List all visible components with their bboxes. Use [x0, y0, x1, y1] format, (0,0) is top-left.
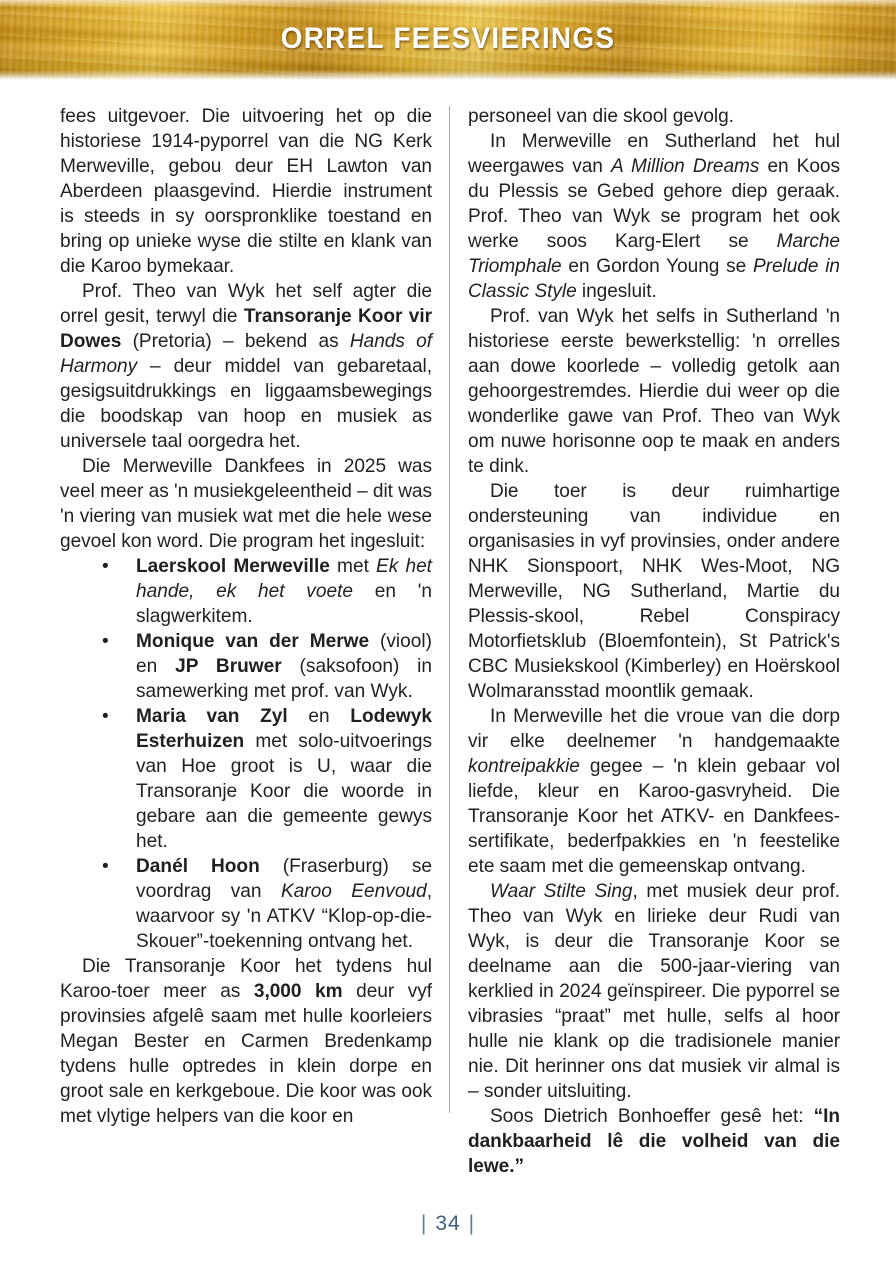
page-number: 34 [435, 1212, 461, 1235]
paragraph-right-4 [468, 479, 840, 704]
text-run: , waarvoor sy 'n ATKV “Klop-op-die-Skouer”-toekenning ontvang het. [136, 881, 432, 952]
program-list [60, 554, 432, 954]
paragraph-right-6 [468, 879, 840, 1104]
italic-run: Marche Triomphale [468, 231, 840, 277]
bold-run: Laerskool Merweville [136, 556, 330, 577]
text-run: (Fraserburg) se voordrag van [136, 856, 432, 902]
text-run: (viool) en [136, 631, 432, 677]
paragraph-right-1 [468, 104, 840, 129]
bold-run: Danél Hoon [136, 856, 260, 877]
italic-run: Ek het hande, ek het voete [136, 556, 432, 602]
paragraph-right-3 [468, 304, 840, 479]
right-column [468, 104, 840, 1179]
text-run: Die Merweville Dankfees in 2025 was veel meer as 'n musiekgeleentheid – dit was 'n viering van musiek wat met die hele wese gevoel kon word. Die program het ingesluit: [60, 456, 432, 552]
text-run: (Pretoria) – bekend as [121, 331, 350, 352]
paragraph-left-3 [60, 454, 432, 554]
divider-rule [449, 106, 450, 1113]
italic-run: Prelude in Classic Style [468, 256, 840, 302]
text-run: Prof. Theo van Wyk het self agter die orrel gesit, terwyl die [60, 281, 432, 327]
text-run: gegee – 'n klein gebaar vol liefde, kleur en Karoo-gasvryheid. Die Transoranje Koor het ATKV- en Dankfees-sertifikate, bederfpakkies en 'n feestelike ete saam met die gemeenskap ontvang. [468, 756, 840, 877]
text-run: en Koos du Plessis se Gebed gehore diep geraak. Prof. Theo van Wyk se program het ook werke soos Karg-Elert se [468, 156, 840, 252]
text-run: In Merweville en Sutherland het hul weergawes van [468, 131, 840, 177]
text-run: met solo-uitvoerings van Hoe groot is U, waar die Transoranje Koor die woorde in gebare aan die gemeente gewys het. [136, 731, 432, 852]
paragraph-right-5 [468, 704, 840, 879]
footer-right-bar: | [468, 1212, 476, 1235]
text-run: personeel van die skool gevolg. [468, 106, 734, 127]
text-run: Die Transoranje Koor het tydens hul Karoo-toer meer as [60, 956, 432, 1002]
list-item [60, 629, 432, 704]
text-run: In Merweville het die vroue van die dorp vir elke deelnemer 'n handgemaakte [468, 706, 840, 752]
left-column [60, 104, 432, 1179]
page-footer [0, 1212, 896, 1236]
page-title: ORREL FEESVIERINGS [280, 22, 616, 55]
bold-run: Transoranje Koor vir Dowes [60, 306, 432, 352]
italic-run: Hands of Harmony [60, 331, 433, 377]
italic-run: Waar Stilte Sing [490, 881, 633, 902]
italic-run: kontreipakkie [468, 756, 580, 777]
paragraph-left-2 [60, 279, 432, 454]
paragraph-right-2 [468, 129, 840, 304]
bullet-icon: • [102, 856, 109, 877]
text-run: Prof. van Wyk het selfs in Sutherland 'n historiese eerste bewerkstellig: 'n orrelles aan dowe koorlede – volledig getolk aan gehoorgestremdes. Hierdie dui weer op die wonderlike gawe van Prof. Theo van Wyk om nuwe horisonne oop te maak en anders te dink. [468, 306, 840, 477]
masthead-banner [0, 0, 896, 80]
list-item [60, 854, 432, 954]
text-run: – deur middel van gebaretaal, gesigsuitdrukkings en liggaamsbewegings die boodskap van hoop en musiek as universele taal oorgedra het. [60, 356, 432, 452]
text-run: met [329, 556, 377, 577]
italic-run: Karoo Eenvoud [280, 881, 427, 902]
italic-run: A Million Dreams [610, 156, 760, 177]
bold-run: 3,000 km [253, 981, 343, 1002]
paragraph-right-7 [468, 1104, 840, 1179]
bold-run: JP Bruwer [175, 656, 282, 677]
text-run: fees uitgevoer. Die uitvoering het op die historiese 1914-pyporrel van die NG Kerk Merweville, gebou deur EH Lawton van Aberdeen plaasgevind. Hierdie instrument is steeds in sy oorspronklike toestand en bring op unieke wyse die stilte en klank van die Karoo bymekaar. [60, 106, 432, 277]
text-run: Die toer is deur ruimhartige ondersteuning van individue en organisasies in vyf provinsies, onder andere NHK Sionspoort, NHK Wes-Moot, NG Merweville, NG Sutherland, Martie du Plessis-skool, Rebel Conspiracy Motorfietsklub (Bloemfontein), St Patrick's CBC Musiekskool (Kimberley) en Hoërskool Wolmaransstad moontlik gemaak. [468, 481, 840, 702]
text-run: (saksofoon) in samewerking met prof. van Wyk. [136, 656, 433, 702]
bold-run: “In dankbaarheid lê die volheid van die lewe.” [468, 1106, 840, 1177]
list-item [60, 704, 432, 854]
text-run: en [287, 706, 351, 727]
text-run: deur vyf provinsies afgelê saam met hulle koorleiers Megan Bester en Carmen Bredenkamp tydens hulle optredes in klein dorpe en groot sale en kerkgeboue. Die koor was ook met vlytige helpers van die koor en [60, 981, 432, 1127]
bold-run: Maria van Zyl [136, 706, 288, 727]
paragraph-left-1 [60, 104, 432, 279]
page-content [0, 80, 896, 1179]
text-run: , met musiek deur prof. Theo van Wyk en lirieke deur Rudi van Wyk, is deur die Transoranje Koor se deelname aan die 500-jaar-viering van kerklied in 2024 geïnspireer. Die pyporrel se vibrasies “praat” met hulle, selfs al hoor hulle nie klank op die tradisionele manier nie. Dit herinner ons dat musiek vir almal is – sonder uitsluiting. [468, 881, 841, 1102]
paragraph-left-4 [60, 954, 432, 1129]
bullet-icon: • [102, 556, 109, 577]
text-run: en 'n slagwerkitem. [136, 581, 432, 627]
text-run: en Gordon Young se [561, 256, 753, 277]
footer-left-bar: | [420, 1212, 428, 1235]
bold-run: Lodewyk Esterhuizen [136, 706, 432, 752]
bold-run: Monique van der Merwe [136, 631, 370, 652]
two-column-layout [60, 104, 840, 1179]
text-run: Soos Dietrich Bonhoeffer gesê het: [490, 1106, 814, 1127]
list-item [60, 554, 432, 629]
column-divider [432, 104, 468, 1179]
bullet-icon: • [102, 631, 109, 652]
text-run: ingesluit. [576, 281, 657, 302]
bullet-icon: • [102, 706, 109, 727]
